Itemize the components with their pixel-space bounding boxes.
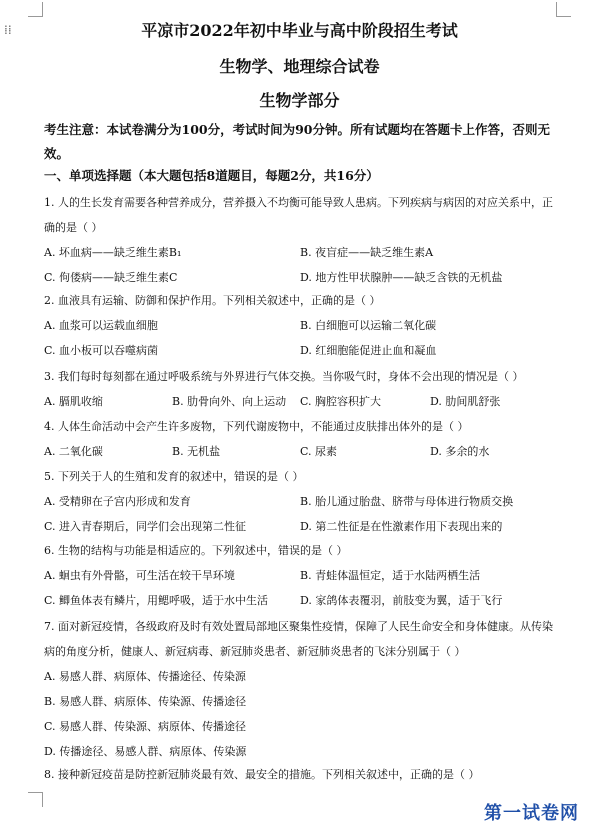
answer-option: B. 青蛙体温恒定，适于水陆两栖生活 <box>300 569 481 582</box>
answer-option: C. 进入青春期后，同学们会出现第二性征 <box>44 520 247 533</box>
crop-mark-top-right <box>556 2 571 17</box>
answer-option: A. 受精卵在子宫内形成和发育 <box>44 495 191 508</box>
question-stem: 8. 接种新冠疫苗是防控新冠肺炎最有效、最安全的措施。下列相关叙述中，正确的是（ ） <box>44 768 480 781</box>
question-stem: 病的角度分析，健康人、新冠病毒、新冠肺炎患者、新冠肺炎患者的飞沫分别属于（ ） <box>44 645 466 658</box>
exam-part-title: 生物学部分 <box>259 91 340 110</box>
crop-mark-bottom-left <box>28 792 43 807</box>
answer-option: C. 血小板可以吞噬病菌 <box>44 344 159 357</box>
exam-title: 平凉市2022年初中毕业与高中阶段招生考试 <box>141 21 458 40</box>
answer-option: C. 胸腔容积扩大 <box>300 395 382 408</box>
answer-option: A. 膈肌收缩 <box>44 395 103 408</box>
answer-option: D. 地方性甲状腺肿——缺乏含铁的无机盐 <box>300 271 503 284</box>
answer-option: D. 肋间肌舒张 <box>430 395 501 408</box>
site-logo: 第一试卷网 <box>484 803 579 824</box>
answer-option: B. 无机盐 <box>172 445 221 458</box>
answer-option: B. 白细胞可以运输二氧化碳 <box>300 319 437 332</box>
answer-option: C. 佝偻病——缺乏维生素C <box>44 271 178 284</box>
question-stem: 4. 人体生命活动中会产生许多废物，下列代谢废物中，不能通过皮肤排出体外的是（ ） <box>44 420 469 433</box>
question-stem: 6. 生物的结构与功能是相适应的。下列叙述中，错误的是（ ） <box>44 544 348 557</box>
exam-subtitle: 生物学、地理综合试卷 <box>219 57 380 76</box>
crop-mark-top-left <box>28 2 43 17</box>
answer-option: D. 多余的水 <box>430 445 490 458</box>
question-stem: 确的是（ ） <box>44 221 103 234</box>
question-stem: 5. 下列关于人的生殖和发育的叙述中，错误的是（ ） <box>44 470 304 483</box>
answer-option: D. 传播途径、易感人群、病原体、传染源 <box>44 745 247 758</box>
answer-option: A. 易感人群、病原体、传播途径、传染源 <box>44 670 246 683</box>
answer-option: C. 尿素 <box>300 445 338 458</box>
answer-option: D. 第二性征是在性激素作用下表现出来的 <box>300 520 503 533</box>
section-heading: 一、单项选择题（本大题包括8道题目，每题2分，共16分） <box>44 168 379 183</box>
question-stem: 7. 面对新冠疫情，各级政府及时有效处置局部地区聚集性疫情，保障了人民生命安全和身体健康。从传染 <box>44 620 553 633</box>
answer-option: B. 肋骨向外、向上运动 <box>172 395 287 408</box>
answer-option: C. 鲫鱼体表有鳞片，用鳃呼吸，适于水中生活 <box>44 594 269 607</box>
answer-option: B. 胎儿通过胎盘、脐带与母体进行物质交换 <box>300 495 514 508</box>
exam-notice: 考生注意：本试卷满分为100分，考试时间为90分钟。所有试题均在答题卡上作答，否则无效。 <box>44 122 550 161</box>
answer-option: B. 夜盲症——缺乏维生素A <box>300 246 434 259</box>
answer-option: A. 坏血病——缺乏维生素B₁ <box>44 246 182 259</box>
drag-handle-icon[interactable]: ⁞⁞ <box>4 23 12 37</box>
answer-option: A. 二氧化碳 <box>44 445 103 458</box>
answer-option: A. 血浆可以运载血细胞 <box>44 319 158 332</box>
answer-option: D. 红细胞能促进止血和凝血 <box>300 344 437 357</box>
question-stem: 3. 我们每时每刻都在通过呼吸系统与外界进行气体交换。当你吸气时，身体不会出现的情况是（ ） <box>44 370 524 383</box>
answer-option: A. 蛔虫有外骨骼，可生活在较干旱环境 <box>44 569 235 582</box>
answer-option: D. 家鸽体表覆羽，前肢变为翼，适于飞行 <box>300 594 503 607</box>
answer-option: B. 易感人群、病原体、传染源、传播途径 <box>44 695 247 708</box>
question-stem: 2. 血液具有运输、防御和保护作用。下列相关叙述中，正确的是（ ） <box>44 294 381 307</box>
question-stem: 1. 人的生长发育需要各种营养成分，营养摄入不均衡可能导致人患病。下列疾病与病因的对应关系中，正 <box>44 196 553 209</box>
answer-option: C. 易感人群、传染源、病原体、传播途径 <box>44 720 247 733</box>
